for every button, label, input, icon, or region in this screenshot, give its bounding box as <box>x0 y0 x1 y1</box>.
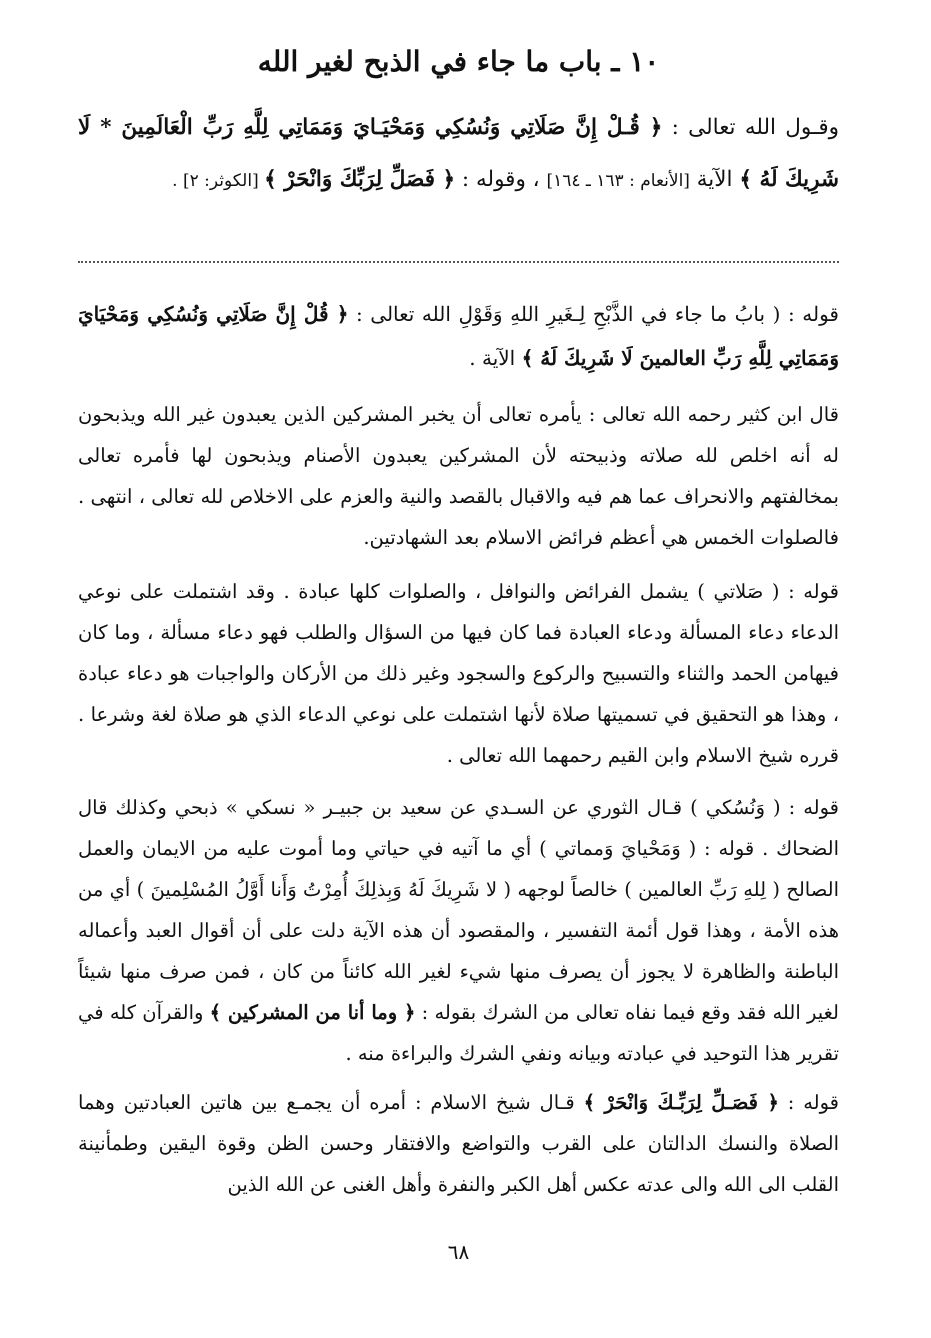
chapter-intro <box>78 102 839 207</box>
dotted-divider <box>78 261 839 263</box>
p5-lead: قوله : <box>778 1091 839 1114</box>
commentary-paragraph-4 <box>78 787 839 1074</box>
intro-and-saying: ، وقوله : <box>455 167 547 192</box>
p4-text: قوله : ( وَنُسُكي ) قـال الثوري عن السـدي عن سعيد بن جبيـر « نسكي » ذبحي وكذلك قال الضحاك . قوله : ( وَمَحْيايَ وَمماتي ) أي ما آتيه في حياتي وما أموت عليه من الايمان والعمل الصالح ( لِلهِ رَبِّ العالمين ) خالصاً لوجهه ( لا شَرِيكَ لَهُ وَبِذلِكَ أُمِرْتُ وَأَنا أَوَّلُ المُسْلِمينَ ) أي من هذه الأمة ، وهذا قول أئمة التفسير ، والمقصود أن هذه الآية دلت على أن أقوال العبد وأعماله الباطنة والظاهرة لا يجوز أن يصرف منها شيء لغير الله كائناً من كان ، فمن صرف منها شيئاً لغير الله فقد وقع فيما نفاه تعالى من الشرك بقوله : <box>78 796 839 1024</box>
intro-lead: وقـول الله تعالى : <box>662 115 839 140</box>
page-number: ٦٨ <box>447 1240 470 1264</box>
p1-lead: قوله : ( بابُ ما جاء في الذَّبْحِ لِـغَيرِ اللهِ وَقَوْلِ الله تعالى : <box>348 302 839 326</box>
intro-ref-kawthar: [الكوثر: ٢] . <box>172 171 265 191</box>
p1-tail: الآية . <box>469 346 522 370</box>
p5-text: قـال شيخ الاسلام : أمره أن يجمـع بين هاتين العبادتين وهما الصلاة والنسك الدالتان على القرب والتواضع والافتقار وحسن الظن وقوة اليقين وطمأنينة القلب الى الله والى عدته عكس أهل الكبر والنفرة وأهل الغنى عن الله الذين <box>78 1091 839 1196</box>
intro-verse-label: الآية <box>689 167 740 192</box>
chapter-title: ١٠ ـ باب ما جاء في الذبح لغير الله <box>257 45 660 78</box>
commentary-paragraph-1 <box>78 292 839 380</box>
intro-ref-anam: [الأنعام : ١٦٣ ـ ١٦٤] <box>546 171 690 191</box>
intro-verse-anam: ﴿ قُـلْ إِنَّ صَلَاتِي وَنُسُكِي وَمَحْيَـايَ وَمَمَاتِي لِلَّهِ رَبِّ الْعَالَمِينَ * لَا شَرِيكَ لَهُ ﴾ <box>78 115 839 192</box>
book-page <box>78 0 839 1338</box>
commentary-paragraph-5 <box>78 1082 839 1205</box>
intro-verse-kawthar: ﴿ فَصَلِّ لِرَبِّكَ وَانْحَرْ ﴾ <box>264 167 456 192</box>
commentary-paragraph-2: قال ابن كثير رحمه الله تعالى : يأمره تعالى أن يخبر المشركين الذين يعبدون غير الله ويذبحون له أنه اخلص لله صلاته وذبيحته لأن المشركين يعبدون الأصنام ويذبحون لها فأمره تعالى بمخالفتهم والانحراف عما هم فيه والاقبال بالقصد والنية والعزم على الاخلاص لله تعالى ، انتهى . فالصلوات الخمس هي أعظم فرائض الاسلام بعد الشهادتين. <box>78 403 839 549</box>
p4-verse: ﴿ وما أنا من المشركين ﴾ <box>209 1001 416 1024</box>
p1-verse: ﴿ قُلْ إِنَّ صَلَاتِي وَنُسُكِي وَمَحْيَايَ وَمَمَاتِي لِلَّهِ رَبِّ العالمينَ لَا شَرِيكَ لَهُ ﴾ <box>78 302 839 370</box>
p5-verse: ﴿ فَصَـلِّ لِرَبِّـكَ وَانْحَرْ ﴾ <box>583 1091 779 1114</box>
commentary-paragraph-3: قوله : ( صَلاتي ) يشمل الفرائض والنوافل ، والصلوات كلها عبادة . وقد اشتملت على نوعي الدعاء دعاء المسألة ودعاء العبادة فما كان فيها من السؤال والطلب فهو دعاء مسألة ، وما كان فيهامن الحمد والثناء والتسبيح والركوع والسجود وغير ذلك من الأركان والواجبات هو دعاء عبادة ، وهذا هو التحقيق في تسميتها صلاة لأنها اشتملت على نوعي الدعاء الذي هو صلاة لغة وشرعا . قرره شيخ الاسلام وابن القيم رحمهما الله تعالى . <box>78 580 839 767</box>
p4-tail: والقرآن كله في تقرير هذا التوحيد في عبادته وبيانه ونفي الشرك والبراءة منه . <box>78 1001 839 1065</box>
